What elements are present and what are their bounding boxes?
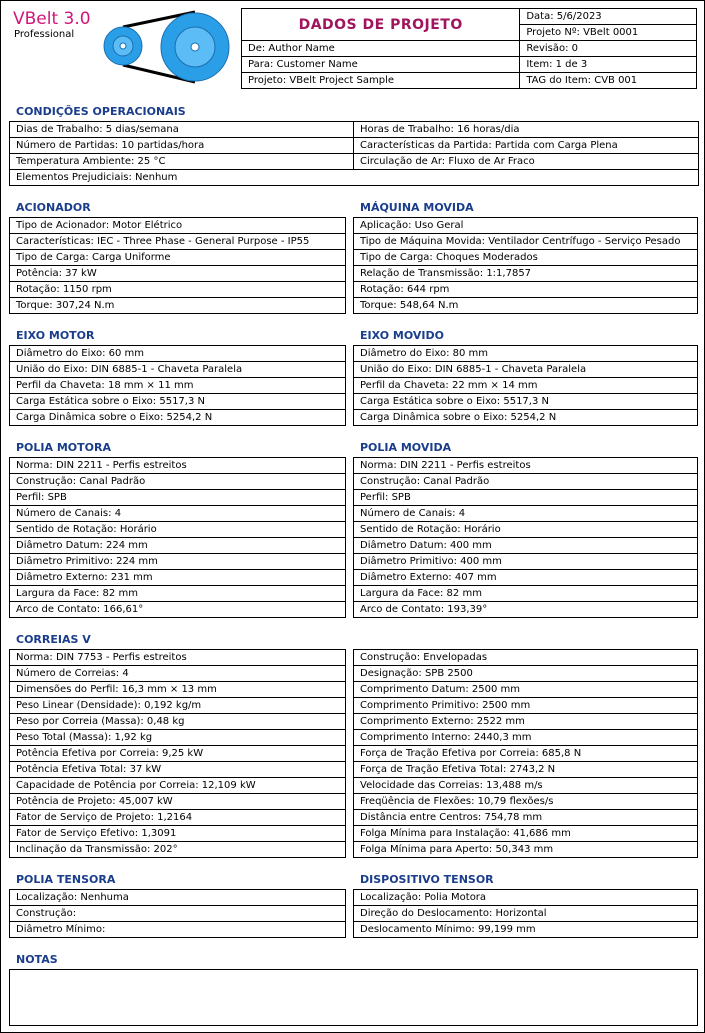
belt-left-row: Peso Linear (Densidade): 0,192 kg/m <box>10 698 346 714</box>
driven-pulley-row: Diâmetro Externo: 407 mm <box>354 570 698 586</box>
drive-pulley-row: Perfil: SPB <box>10 490 346 506</box>
tensioner-device-table <box>353 889 698 938</box>
motor-shaft-row: União do Eixo: DIN 6885-1 - Chaveta Paralela <box>10 362 346 378</box>
drive-pulley-row: Diâmetro Datum: 224 mm <box>10 538 346 554</box>
belt-left-row: Capacidade de Potência por Correia: 12,109 kW <box>10 778 346 794</box>
motor-shaft-row: Carga Dinâmica sobre o Eixo: 5254,2 N <box>10 410 346 426</box>
section-title-motor-shaft: EIXO MOTOR <box>16 329 95 342</box>
belt-left-row: Fator de Serviço de Projeto: 1,2164 <box>10 810 346 826</box>
driver-table <box>9 217 346 314</box>
section-title-driver: ACIONADOR <box>16 201 91 214</box>
section-title-idler-pulley: POLIA TENSORA <box>16 873 116 886</box>
belt-right-row: Comprimento Externo: 2522 mm <box>354 714 698 730</box>
motor-shaft-row: Carga Estática sobre o Eixo: 5517,3 N <box>10 394 346 410</box>
drive-pulley-row: Número de Canais: 4 <box>10 506 346 522</box>
belt-right-row: Comprimento Datum: 2500 mm <box>354 682 698 698</box>
belt-left-row: Peso Total (Massa): 1,92 kg <box>10 730 346 746</box>
drive-pulley-row: Diâmetro Primitivo: 224 mm <box>10 554 346 570</box>
operating-conditions-table <box>9 121 699 186</box>
idler-pulley-row: Diâmetro Mínimo: <box>10 922 346 938</box>
header-table <box>241 8 697 89</box>
driven-pulley-row: Largura da Face: 82 mm <box>354 586 698 602</box>
harmful-elements-cell: Elementos Prejudiciais: Nenhum <box>10 170 699 186</box>
belts-right-table <box>353 649 698 858</box>
driven-machine-row: Aplicação: Uso Geral <box>354 218 698 234</box>
belts-left-table <box>9 649 346 858</box>
driven-pulley-row: Construção: Canal Padrão <box>354 474 698 490</box>
tensioner-device-row: Localização: Polia Motora <box>354 890 698 906</box>
belt-right-row: Folga Mínima para Instalação: 41,686 mm <box>354 826 698 842</box>
drive-pulley-row: Construção: Canal Padrão <box>10 474 346 490</box>
idler-pulley-row: Localização: Nenhuma <box>10 890 346 906</box>
belt-right-row: Freqüência de Flexões: 10,79 flexões/s <box>354 794 698 810</box>
driven-pulley-row: Norma: DIN 2211 - Perfis estreitos <box>354 458 698 474</box>
belt-right-row: Força de Tração Efetiva Total: 2743,2 N <box>354 762 698 778</box>
belt-right-row: Construção: Envelopadas <box>354 650 698 666</box>
driver-row: Tipo de Carga: Carga Uniforme <box>10 250 346 266</box>
drive-pulley-row: Largura da Face: 82 mm <box>10 586 346 602</box>
section-title-driven-shaft: EIXO MOVIDO <box>360 329 444 342</box>
drive-pulley-row: Arco de Contato: 166,61° <box>10 602 346 618</box>
belt-right-row: Distância entre Centros: 754,78 mm <box>354 810 698 826</box>
driven-machine-row: Torque: 548,64 N.m <box>354 298 698 314</box>
belt-left-row: Norma: DIN 7753 - Perfis estreitos <box>10 650 346 666</box>
header-to: Para: Customer Name <box>242 57 520 73</box>
operating-condition-cell: Temperatura Ambiente: 25 °C <box>10 154 354 170</box>
driven-shaft-row: União do Eixo: DIN 6885-1 - Chaveta Paralela <box>354 362 698 378</box>
belt-right-row: Velocidade das Correias: 13,488 m/s <box>354 778 698 794</box>
driver-row: Potência: 37 kW <box>10 266 346 282</box>
driven-shaft-row: Perfil da Chaveta: 22 mm × 14 mm <box>354 378 698 394</box>
driven-pulley-row: Número de Canais: 4 <box>354 506 698 522</box>
section-title-drive-pulley: POLIA MOTORA <box>16 441 111 454</box>
header-tag: TAG do Item: CVB 001 <box>520 73 697 89</box>
driven-pulley-table <box>353 457 698 618</box>
pulley-logo-icon <box>101 7 233 87</box>
driven-machine-table <box>353 217 698 314</box>
driven-machine-row: Relação de Transmissão: 1:1,7857 <box>354 266 698 282</box>
belt-right-row: Folga Mínima para Aperto: 50,343 mm <box>354 842 698 858</box>
belt-left-row: Inclinação da Transmissão: 202° <box>10 842 346 858</box>
motor-shaft-row: Perfil da Chaveta: 18 mm × 11 mm <box>10 378 346 394</box>
operating-condition-cell: Circulação de Ar: Fluxo de Ar Fraco <box>354 154 699 170</box>
section-title-operating-conditions: CONDIÇÕES OPERACIONAIS <box>16 105 186 118</box>
tensioner-device-row: Direção do Deslocamento: Horizontal <box>354 906 698 922</box>
header-date: Data: 5/6/2023 <box>520 9 697 25</box>
belt-left-row: Peso por Correia (Massa): 0,48 kg <box>10 714 346 730</box>
driven-pulley-row: Perfil: SPB <box>354 490 698 506</box>
operating-condition-cell: Dias de Trabalho: 5 dias/semana <box>10 122 354 138</box>
logo-subtitle: Professional <box>14 29 75 40</box>
header-project: Projeto: VBelt Project Sample <box>242 73 520 89</box>
belt-right-row: Comprimento Primitivo: 2500 mm <box>354 698 698 714</box>
driven-pulley-row: Sentido de Rotação: Horário <box>354 522 698 538</box>
section-title-driven-pulley: POLIA MOVIDA <box>360 441 452 454</box>
idler-pulley-table <box>9 889 346 938</box>
belt-left-row: Número de Correias: 4 <box>10 666 346 682</box>
header-item: Item: 1 de 3 <box>520 57 697 73</box>
operating-condition-cell: Horas de Trabalho: 16 horas/dia <box>354 122 699 138</box>
section-title-v-belts: CORREIAS V <box>16 633 91 646</box>
notes-box <box>9 969 698 1026</box>
idler-pulley-row: Construção: <box>10 906 346 922</box>
section-title-driven-machine: MÁQUINA MOVIDA <box>360 201 474 214</box>
drive-pulley-row: Norma: DIN 2211 - Perfis estreitos <box>10 458 346 474</box>
belt-left-row: Potência Efetiva por Correia: 9,25 kW <box>10 746 346 762</box>
driver-row: Características: IEC - Three Phase - General Purpose - IP55 <box>10 234 346 250</box>
operating-condition-cell: Número de Partidas: 10 partidas/hora <box>10 138 354 154</box>
belt-left-row: Dimensões do Perfil: 16,3 mm × 13 mm <box>10 682 346 698</box>
motor-shaft-row: Diâmetro do Eixo: 60 mm <box>10 346 346 362</box>
driven-pulley-row: Arco de Contato: 193,39° <box>354 602 698 618</box>
belt-right-row: Força de Tração Efetiva por Correia: 685,8 N <box>354 746 698 762</box>
motor-shaft-table <box>9 345 346 426</box>
driven-shaft-row: Diâmetro do Eixo: 80 mm <box>354 346 698 362</box>
driven-shaft-table <box>353 345 698 426</box>
driven-pulley-row: Diâmetro Datum: 400 mm <box>354 538 698 554</box>
section-title-tensioner-device: DISPOSITIVO TENSOR <box>360 873 494 886</box>
driven-machine-row: Rotação: 644 rpm <box>354 282 698 298</box>
driver-row: Rotação: 1150 rpm <box>10 282 346 298</box>
driver-row: Tipo de Acionador: Motor Elétrico <box>10 218 346 234</box>
driven-shaft-row: Carga Estática sobre o Eixo: 5517,3 N <box>354 394 698 410</box>
operating-condition-cell: Características da Partida: Partida com Carga Plena <box>354 138 699 154</box>
driven-pulley-row: Diâmetro Primitivo: 400 mm <box>354 554 698 570</box>
driven-machine-row: Tipo de Carga: Choques Moderados <box>354 250 698 266</box>
driven-shaft-row: Carga Dinâmica sobre o Eixo: 5254,2 N <box>354 410 698 426</box>
header-revision: Revisão: 0 <box>520 41 697 57</box>
header-from: De: Author Name <box>242 41 520 57</box>
belt-left-row: Fator de Serviço Efetivo: 1,3091 <box>10 826 346 842</box>
belt-right-row: Designação: SPB 2500 <box>354 666 698 682</box>
driven-machine-row: Tipo de Máquina Movida: Ventilador Centrífugo - Serviço Pesado <box>354 234 698 250</box>
drive-pulley-row: Sentido de Rotação: Horário <box>10 522 346 538</box>
drive-pulley-row: Diâmetro Externo: 231 mm <box>10 570 346 586</box>
logo-title: VBelt 3.0 <box>13 9 91 29</box>
driver-row: Torque: 307,24 N.m <box>10 298 346 314</box>
tensioner-device-row: Deslocamento Mínimo: 99,199 mm <box>354 922 698 938</box>
header-project-no: Projeto Nº: VBelt 0001 <box>520 25 697 41</box>
belt-left-row: Potência Efetiva Total: 37 kW <box>10 762 346 778</box>
belt-right-row: Comprimento Interno: 2440,3 mm <box>354 730 698 746</box>
belt-left-row: Potência de Projeto: 45,007 kW <box>10 794 346 810</box>
header-title: DADOS DE PROJETO <box>242 9 520 41</box>
section-title-notes: NOTAS <box>16 953 58 966</box>
drive-pulley-table <box>9 457 346 618</box>
